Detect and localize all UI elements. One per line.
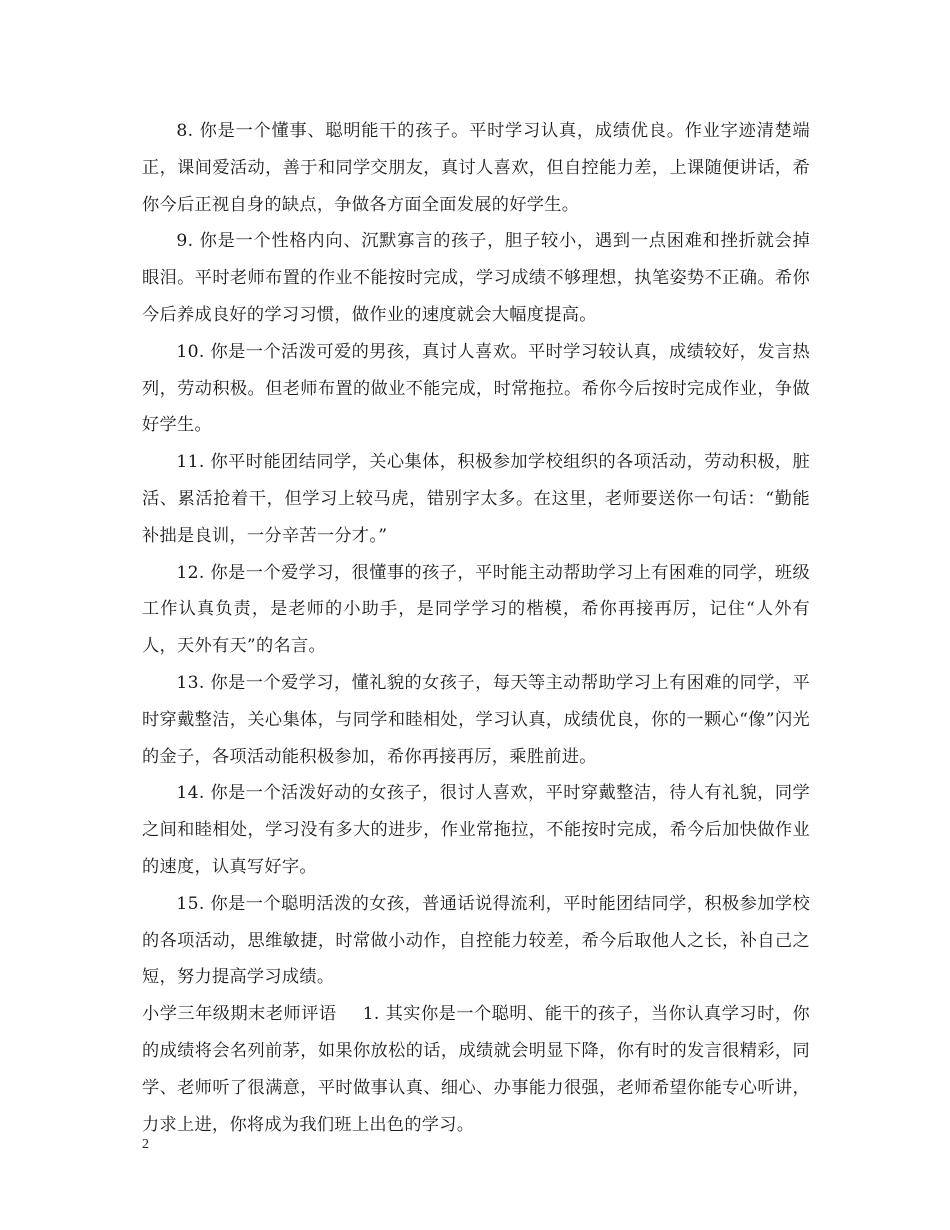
section-first-comment: 1. 其实你是一个聪明、能干的孩子，当你认真学习时，你的成绩将会名列前茅，如果你放松的话，成绩就会明显下降，你有时的发言很精彩，同学、老师听了很满意，平时做事认真、细心、办事能力很强，老师希望你能专心听讲，力求上进，你将成为我们班上出色的学习。 [142, 1004, 810, 1135]
page-number: 2 [142, 1137, 149, 1152]
comment-paragraph-15: 15. 你是一个聪明活泼的女孩，普通话说得流利，平时能团结同学，积极参加学校的各项活动，思维敏捷，时常做小动作，自控能力较差，希今后取他人之长，补自己之短，努力提高学习成绩。 [142, 893, 810, 988]
section-block [142, 996, 810, 1143]
comment-paragraph-8: 8. 你是一个懂事、聪明能干的孩子。平时学习认真，成绩优良。作业字迹清楚端正，课间爱活动，善于和同学交朋友，真讨人喜欢，但自控能力差，上课随便讲话，希你今后正视自身的缺点，争做各方面全面发展的好学生。 [142, 121, 810, 215]
comment-paragraph-13: 13. 你是一个爱学习，懂礼貌的女孩子，每天等主动帮助学习上有困难的同学，平时穿戴整洁，关心集体，与同学和睦相处，学习认真，成绩优良，你的一颗心“像”闪光的金子，各项活动能积极参加，希你再接再厉，乘胜前进。 [142, 672, 810, 767]
section-title: 小学三年级期末老师评语 [142, 1004, 337, 1025]
comment-paragraph-12: 12. 你是一个爱学习，很懂事的孩子，平时能主动帮助学习上有困难的同学，班级工作认真负责，是老师的小助手，是同学学习的楷模，希你再接再厉，记住“人外有人，天外有天”的名言。 [142, 562, 810, 657]
comment-paragraph-9: 9. 你是一个性格内向、沉默寡言的孩子，胆子较小，遇到一点困难和挫折就会掉眼泪。平时老师布置的作业不能按时完成，学习成绩不够理想，执笔姿势不正确。希你今后养成良好的学习习惯，做作业的速度就会大幅度提高。 [142, 231, 810, 325]
comment-paragraph-10: 10. 你是一个活泼可爱的男孩，真讨人喜欢。平时学习较认真，成绩较好，发言热列，劳动积极。但老师布置的做业不能完成，时常拖拉。希你今后按时完成作业，争做好学生。 [142, 341, 810, 436]
comment-paragraph-14: 14. 你是一个活泼好动的女孩子，很讨人喜欢，平时穿戴整洁，待人有礼貌，同学之间和睦相处，学习没有多大的进步，作业常拖拉，不能按时完成，希今后加快做作业的速度，认真写好字。 [142, 783, 810, 877]
document-body [142, 113, 810, 1143]
comment-paragraph-11: 11. 你平时能团结同学，关心集体，积极参加学校组织的各项活动，劳动积极，脏活、累活抢着干，但学习上较马虎，错别字太多。在这里，老师要送你一句话：“勤能补拙是良训，一分辛苦一分才。” [142, 452, 810, 546]
